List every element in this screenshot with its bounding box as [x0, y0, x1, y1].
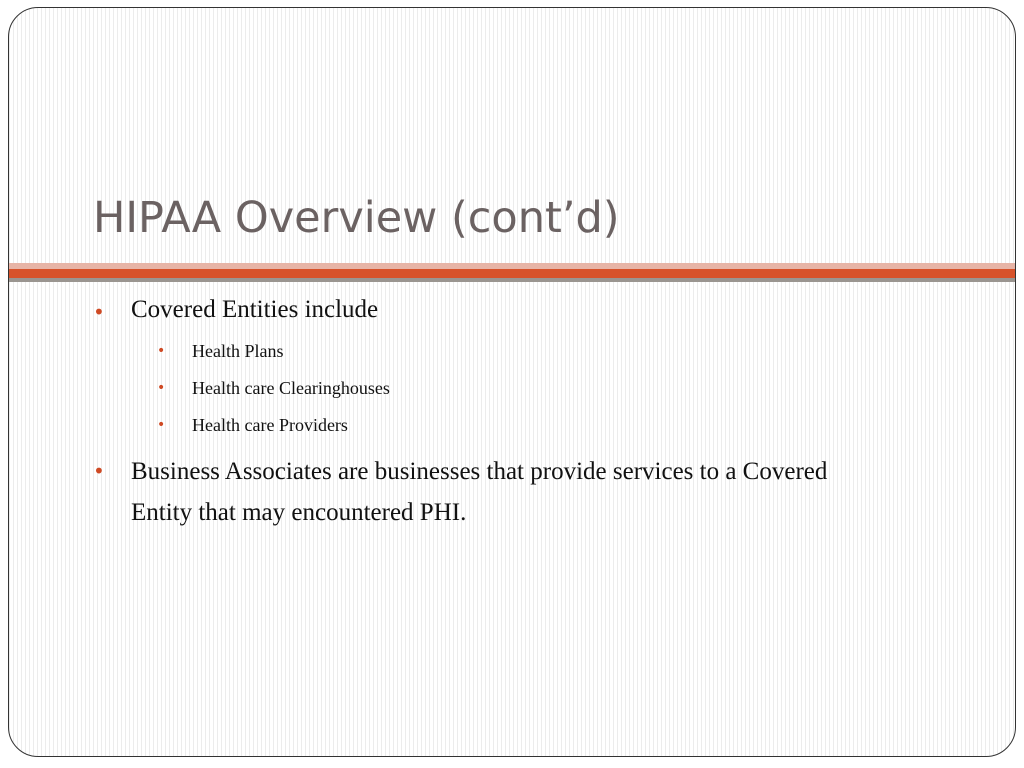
sub-bullet-marker: •: [157, 380, 166, 396]
slide-title: HIPAA Overview (cont’d): [93, 193, 620, 243]
sub-bullet-text: Health care Providers: [192, 415, 348, 435]
bullet-list: [9, 8, 1015, 756]
sub-bullet-marker: •: [157, 343, 166, 359]
bullet-marker: •: [93, 459, 105, 483]
bullet-text: Business Associates are businesses that provide services to a Covered Entity that may encountered PHI.: [131, 458, 828, 526]
sub-bullet-text: Health care Clearinghouses: [192, 378, 390, 398]
slide-frame: [8, 7, 1016, 757]
bullet-text: Covered Entities include: [131, 296, 379, 323]
sub-bullet-marker: •: [157, 417, 166, 433]
sub-bullet-text: Health Plans: [192, 341, 284, 361]
bullet-marker: •: [93, 300, 105, 324]
